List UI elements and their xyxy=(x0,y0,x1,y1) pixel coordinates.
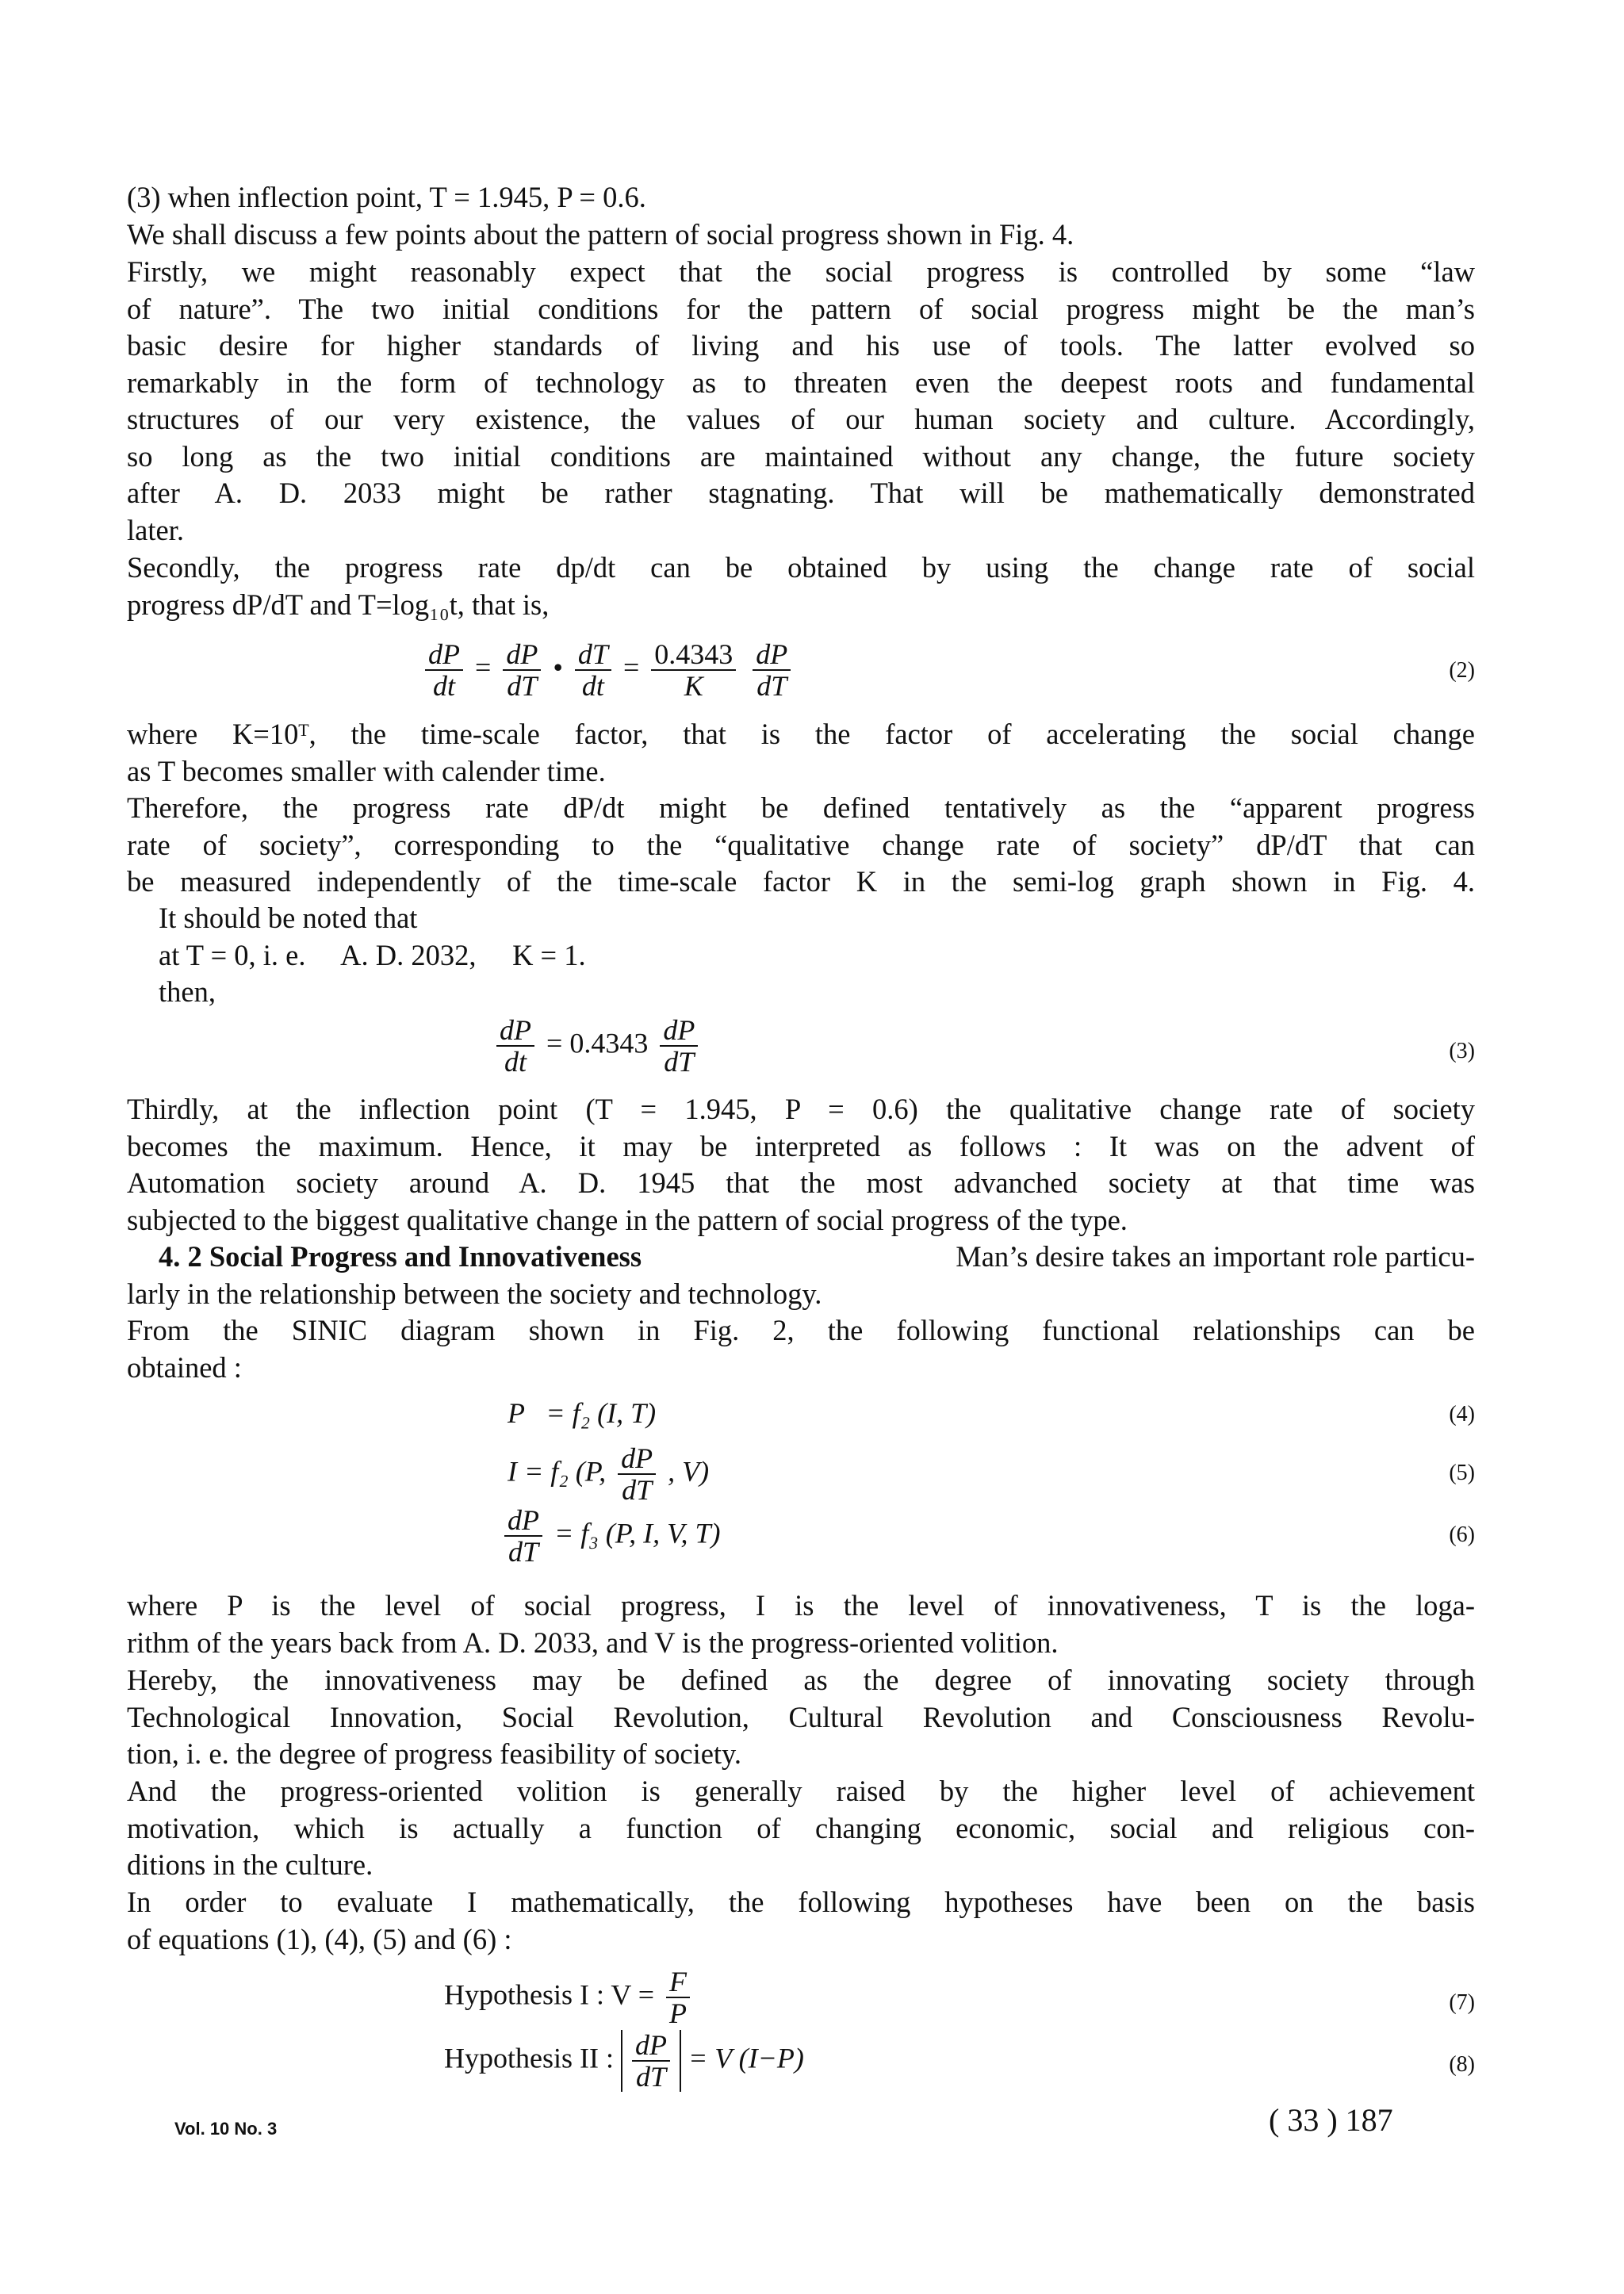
paragraph-hereby xyxy=(127,1662,1475,1773)
text-line: as T becomes smaller with calender time. xyxy=(127,754,606,787)
paragraph-noted xyxy=(159,900,952,1011)
fraction: $\frac{dP}{dT}$ xyxy=(618,1443,656,1505)
equation-2: $\frac{dP}{dt}$ = $\frac{dP}{dT}$ • $\frac{dT}{dt}$ = $\frac{0.4343}{K}$ $\frac{dP}{dT}$ xyxy=(420,639,795,701)
equation-number: (3) xyxy=(1449,1039,1475,1063)
paragraph-secondly xyxy=(127,550,1475,623)
text-line: Technological Innovation, Social Revolution, Cultural Revolution and Consciousness Revolu- xyxy=(127,1700,1475,1733)
text-line: (3) when inflection point, T = 1.945, P = 0.6. xyxy=(127,181,646,213)
fraction: $\frac{dP}{dT}$ xyxy=(660,1015,698,1077)
fraction: $\frac{0.4343}{K}$ xyxy=(651,639,736,701)
equation-7: Hypothesis I : V = $\frac{F}{P}$ xyxy=(444,1967,695,2028)
text-line: be measured independently of the time-scale factor K in the semi-log graph shown in Fig. 4. xyxy=(127,865,1475,898)
paragraph-section-4-2 xyxy=(127,1239,1475,1312)
text-line: remarkably in the form of technology as to threaten even the deepest roots and fundamental xyxy=(127,366,1475,399)
text-line: of nature”. The two initial conditions for the pattern of social progress might be the man’s xyxy=(127,292,1475,325)
paragraph-discuss xyxy=(127,216,1475,254)
text-line: Therefore, the progress rate dP/dt might be defined tentatively as the “apparent progress xyxy=(127,791,1475,824)
text-line: later. xyxy=(127,513,184,546)
text-line: rithm of the years back from A. D. 2033, and V is the progress-oriented volition. xyxy=(127,1626,1059,1659)
equation-8: Hypothesis II : $\frac{dP}{dT}$ = V (I−P) xyxy=(444,2029,804,2093)
text-line: And the progress-oriented volition is generally raised by the higher level of achievement xyxy=(127,1775,1475,1807)
fraction: $\frac{dP}{dt}$ xyxy=(425,639,463,701)
text-line: progress dP/dT and T=log₁₀t, that is, xyxy=(127,588,550,621)
equation-5: I = f₂ (P, $\frac{dP}{dT}$ , V) xyxy=(508,1442,710,1506)
paragraph-sinic xyxy=(127,1312,1475,1386)
text-line: larly in the relationship between the society and technology. xyxy=(127,1277,822,1310)
equation-6: $\frac{dP}{dT}$ = f₃ (P, I, V, T) xyxy=(500,1505,721,1567)
text-line: of equations (1), (4), (5) and (6) : xyxy=(127,1922,512,1955)
paragraph-thirdly xyxy=(127,1091,1475,1239)
text-line: ditions in the culture. xyxy=(127,1848,373,1881)
paragraph-evaluate xyxy=(127,1884,1475,1958)
text-line: Automation society around A. D. 1945 that the most advanched society at that time was xyxy=(127,1166,1475,1199)
paragraph-where-k xyxy=(127,716,1475,790)
paragraph-volition xyxy=(127,1773,1475,1884)
equation-4: P = f₂ (I, T) xyxy=(508,1397,657,1429)
page-content xyxy=(127,0,1491,2294)
text-line: Thirdly, at the inflection point (T = 1.945, P = 0.6) the qualitative change rate of society xyxy=(127,1093,1475,1125)
text-line: motivation, which is actually a function of changing economic, social and religious con- xyxy=(127,1811,1475,1844)
fraction: $\frac{dP}{dT}$ xyxy=(503,639,541,701)
fraction: $\frac{dP}{dT}$ xyxy=(632,2030,670,2092)
text-line: after A. D. 2033 might be rather stagnating. That will be mathematically demonstrated xyxy=(127,477,1475,509)
text-line: tion, i. e. the degree of progress feasibility of society. xyxy=(127,1737,742,1770)
text-line xyxy=(127,1239,1475,1276)
equation-number: (6) xyxy=(1449,1522,1475,1547)
fraction: $\frac{dT}{dt}$ xyxy=(575,639,611,701)
paragraph-inflection-point xyxy=(127,179,1475,216)
text-line: rate of society”, corresponding to the “qualitative change rate of society” dP/dT that can xyxy=(127,828,1475,861)
equation-3: $\frac{dP}{dt}$ = 0.4343 $\frac{dP}{dT}$ xyxy=(492,1015,703,1077)
text-line: We shall discuss a few points about the pattern of social progress shown in Fig. 4. xyxy=(127,218,1074,251)
text-line: where P is the level of social progress, I is the level of innovativeness, T is the loga- xyxy=(127,1589,1475,1622)
equation-number: (7) xyxy=(1449,1990,1475,2015)
text-line: basic desire for higher standards of living and his use of tools. The latter evolved so xyxy=(127,329,1475,362)
paragraph-therefore xyxy=(127,790,1475,901)
text-line: becomes the maximum. Hence, it may be interpreted as follows : It was on the advent of xyxy=(127,1129,1475,1162)
fraction: $\frac{dP}{dt}$ xyxy=(496,1015,534,1077)
text-line: at T = 0, i. e. A. D. 2032, K = 1. xyxy=(159,938,586,971)
equation-number: (4) xyxy=(1449,1402,1475,1427)
absolute-value xyxy=(621,2030,681,2092)
text-line: In order to evaluate I mathematically, the following hypotheses have been on the basis xyxy=(127,1886,1475,1918)
section-heading: 4. 2 Social Progress and Innovativeness xyxy=(159,1240,642,1273)
text-line: It should be noted that xyxy=(159,902,418,934)
text-line: then, xyxy=(159,975,216,1008)
fraction: $\frac{dP}{dT}$ xyxy=(504,1505,542,1567)
text-line: Man’s desire takes an important role particu- xyxy=(956,1240,1475,1273)
text-line: Secondly, the progress rate dp/dt can be obtained by using the change rate of social xyxy=(127,551,1475,584)
text-line: where K=10ᵀ, the time-scale factor, that is the factor of accelerating the social change xyxy=(127,718,1475,750)
equation-number: (2) xyxy=(1449,658,1475,683)
text-line: From the SINIC diagram shown in Fig. 2, the following functional relationships can be xyxy=(127,1314,1475,1346)
equation-number: (5) xyxy=(1449,1461,1475,1485)
text-line: Hereby, the innovativeness may be defined as the degree of innovating society through xyxy=(127,1664,1475,1696)
paragraph-where-p xyxy=(127,1587,1475,1661)
text-line: so long as the two initial conditions are maintained without any change, the future society xyxy=(127,439,1475,473)
text-line: obtained : xyxy=(127,1350,242,1384)
text-line: structures of our very existence, the values of our human society and culture. Accordingly, xyxy=(127,403,1475,435)
fraction: $\frac{F}{P}$ xyxy=(666,1967,690,2028)
paragraph-firstly xyxy=(127,254,1475,549)
text-line: Firstly, we might reasonably expect that the social progress is controlled by some “law xyxy=(127,255,1475,288)
equation-number: (8) xyxy=(1449,2052,1475,2077)
page-number: ( 33 ) 187 xyxy=(1269,2102,1393,2138)
fraction: $\frac{dP}{dT}$ xyxy=(753,639,791,701)
journal-volume: Vol. 10 No. 3 xyxy=(174,2119,278,2139)
text-line: subjected to the biggest qualitative change in the pattern of social progress of the type. xyxy=(127,1203,1128,1236)
